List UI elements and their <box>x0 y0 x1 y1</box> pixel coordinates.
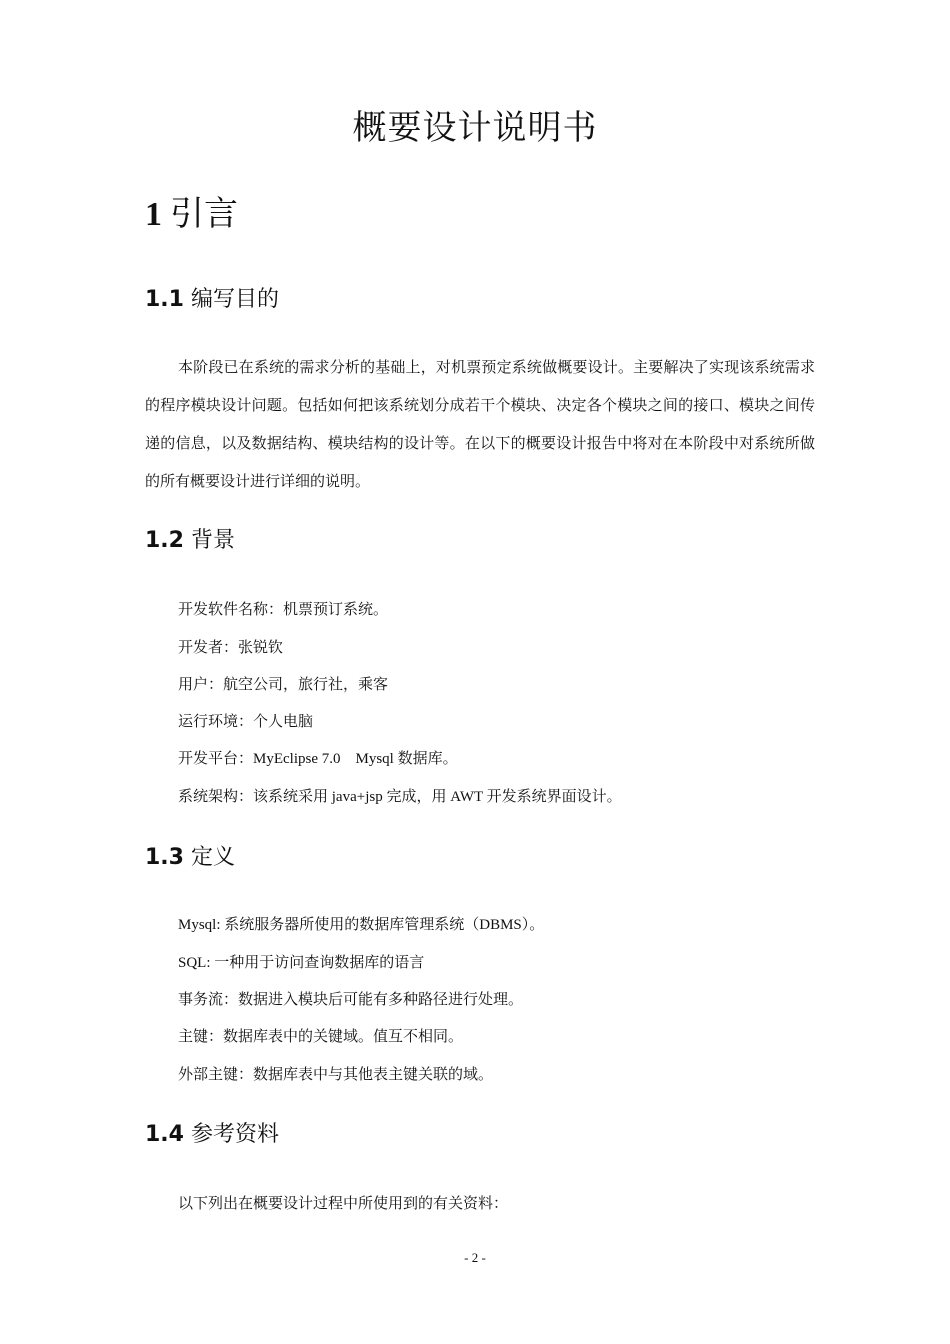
section-title: 编写目的 <box>190 287 279 312</box>
definition-item: 外部主键：数据库表中与其他表主键关联的域。 <box>178 1067 494 1083</box>
purpose-paragraph: 本阶段已在系统的需求分析的基础上，对机票预定系统做概要设计。主要解决了实现该系统需求的程序模块设计问题。包括如何把该系统划分成若干个模块、决定各个模块之间的接口、模块之间传递的信息，以及数据结构、模块结构的设计等。在以下的概要设计报告中将对在本阶段中对系统所做的所有概要设计进行详细的说明。 <box>145 358 815 490</box>
chapter-number: 1 <box>145 196 162 233</box>
chapter-title: 引言 <box>170 194 238 234</box>
chapter-heading <box>145 186 238 235</box>
section-number: 1.1 <box>145 287 184 312</box>
definition-item: SQL: 一种用于访问查询数据库的语言 <box>178 955 425 971</box>
section-number: 1.3 <box>145 845 184 870</box>
references-intro: 以下列出在概要设计过程中所使用到的有关资料： <box>178 1196 509 1212</box>
section-title: 参考资料 <box>190 1122 279 1147</box>
background-item: 开发平台：MyEclipse 7.0 Mysql 数据库。 <box>178 751 458 767</box>
background-item: 开发软件名称：机票预订系统。 <box>178 602 389 618</box>
background-item: 系统架构：该系统采用 java+jsp 完成，用 AWT 开发系统界面设计。 <box>178 789 622 805</box>
section-heading-purpose <box>145 282 279 313</box>
section-title: 定义 <box>190 845 235 870</box>
section-number: 1.2 <box>145 528 184 553</box>
background-item: 开发者：张锐钦 <box>178 640 284 656</box>
definition-item: Mysql: 系统服务器所使用的数据库管理系统（DBMS）。 <box>178 917 545 933</box>
section-heading-background <box>145 523 235 554</box>
background-item: 运行环境：个人电脑 <box>178 714 314 730</box>
background-item: 用户：航空公司，旅行社，乘客 <box>178 677 389 693</box>
section-heading-references <box>145 1117 279 1148</box>
section-number: 1.4 <box>145 1122 184 1147</box>
section-title: 背景 <box>190 528 235 553</box>
definition-item: 主键：数据库表中的关键域。值互不相同。 <box>178 1029 464 1045</box>
definition-item: 事务流：数据进入模块后可能有多种路径进行处理。 <box>178 992 524 1008</box>
section-heading-definitions <box>145 840 235 871</box>
document-title: 概要设计说明书 <box>352 108 598 148</box>
page-number: - 2 - <box>464 1250 486 1265</box>
